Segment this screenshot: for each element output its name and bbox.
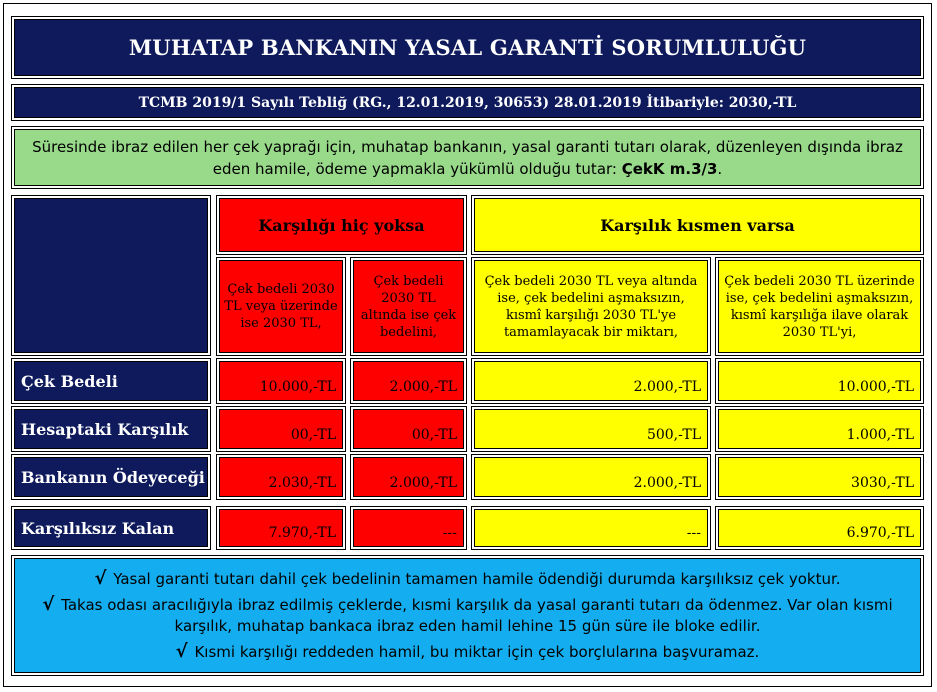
- row-label-cek-bedeli: Çek Bedeli: [11, 358, 211, 404]
- table-cell: 7.970,-TL: [216, 506, 346, 550]
- check-icon: √: [94, 568, 107, 589]
- column-desc-2: [350, 257, 467, 356]
- column-desc-4-text: Çek bedeli 2030 TL üzerinde ise, çek bedelini aşmaksızın, kısmî karşılığa ilave olarak 2030 TL'yi,: [718, 260, 921, 353]
- column-desc-1: [216, 257, 346, 356]
- table-cell: 00,-TL: [350, 406, 467, 452]
- note-item: √ Kısmi karşılığı reddeden hamil, bu miktar için çek borçlularına başvuramaz.: [175, 641, 760, 662]
- table-cell: 00,-TL: [216, 406, 346, 452]
- table-cell: 2.000,-TL: [471, 454, 711, 500]
- page-title: MUHATAP BANKANIN YASAL GARANTİ SORUMLULUĞU: [14, 19, 921, 76]
- note-item: √ Yasal garanti tutarı dahil çek bedelinin tamamen hamile ödendiği durumda karşılıksız çek yoktur.: [94, 568, 841, 589]
- corner-cell: [11, 195, 211, 356]
- table-cell: ---: [471, 506, 711, 550]
- row-label-bankanin-odeyecegi: Bankanın Ödeyeceği: [11, 454, 211, 500]
- table-cell: 10.000,-TL: [216, 358, 346, 404]
- group-header-none-label: Karşılığı hiç yoksa: [219, 198, 464, 252]
- check-icon: √: [175, 641, 188, 662]
- intro-sentence: Süresinde ibraz edilen her çek yaprağı için, muhatap bankanın, yasal garanti tutarı olarak, düzenleyen dışında ibraz eden hamile, ödeme yapmakla yükümlü olduğu tutar:: [32, 137, 903, 178]
- intro-box: [11, 126, 924, 189]
- note-item: √ Takas odası aracılığıyla ibraz edilmiş çeklerde, kısmi karşılık da yasal garanti tutarı da ödenmez. Var olan kısmi karşılık, muhatap bankaca ibraz eden hamil lehine 15 gün süre ile bloke edilir.: [42, 594, 893, 635]
- title-banner: [11, 16, 924, 79]
- column-desc-4: [715, 257, 924, 356]
- intro-reference: ÇekK m.3/3: [621, 159, 718, 178]
- table-cell: 2.030,-TL: [216, 454, 346, 500]
- column-desc-1-text: Çek bedeli 2030 TL veya üzerinde ise 2030 TL,: [219, 260, 343, 353]
- column-desc-3-text: Çek bedeli 2030 TL veya altında ise, çek bedelini aşmaksızın, kısmî karşılığı 2030 TL'ye tamamlayacak bir miktarı,: [474, 260, 708, 353]
- intro-text: [14, 129, 921, 186]
- group-header-partial: [471, 195, 924, 255]
- column-desc-2-text: Çek bedeli 2030 TL altında ise çek bedelini,: [353, 260, 464, 353]
- table-cell: 3030,-TL: [715, 454, 924, 500]
- table-cell: 6.970,-TL: [715, 506, 924, 550]
- table-cell: ---: [350, 506, 467, 550]
- subtitle-banner: [11, 84, 924, 121]
- table-cell: 10.000,-TL: [715, 358, 924, 404]
- notes-list: [14, 558, 921, 673]
- column-desc-3: [471, 257, 711, 356]
- table-cell: 2.000,-TL: [471, 358, 711, 404]
- page-subtitle: TCMB 2019/1 Sayılı Tebliğ (RG., 12.01.2019, 30653) 28.01.2019 İtibariyle: 2030,-TL: [14, 87, 921, 118]
- table-cell: 2.000,-TL: [350, 358, 467, 404]
- table-cell: 500,-TL: [471, 406, 711, 452]
- notes-box: [11, 555, 924, 676]
- check-icon: √: [42, 594, 55, 615]
- group-header-partial-label: Karşılık kısmen varsa: [474, 198, 921, 252]
- table-cell: 1.000,-TL: [715, 406, 924, 452]
- table-cell: 2.000,-TL: [350, 454, 467, 500]
- row-label-karsiliksiz-kalan: Karşılıksız Kalan: [11, 506, 211, 550]
- row-label-hesaptaki-karsilik: Hesaptaki Karşılık: [11, 406, 211, 452]
- intro-end: .: [717, 159, 723, 178]
- group-header-none: [216, 195, 467, 255]
